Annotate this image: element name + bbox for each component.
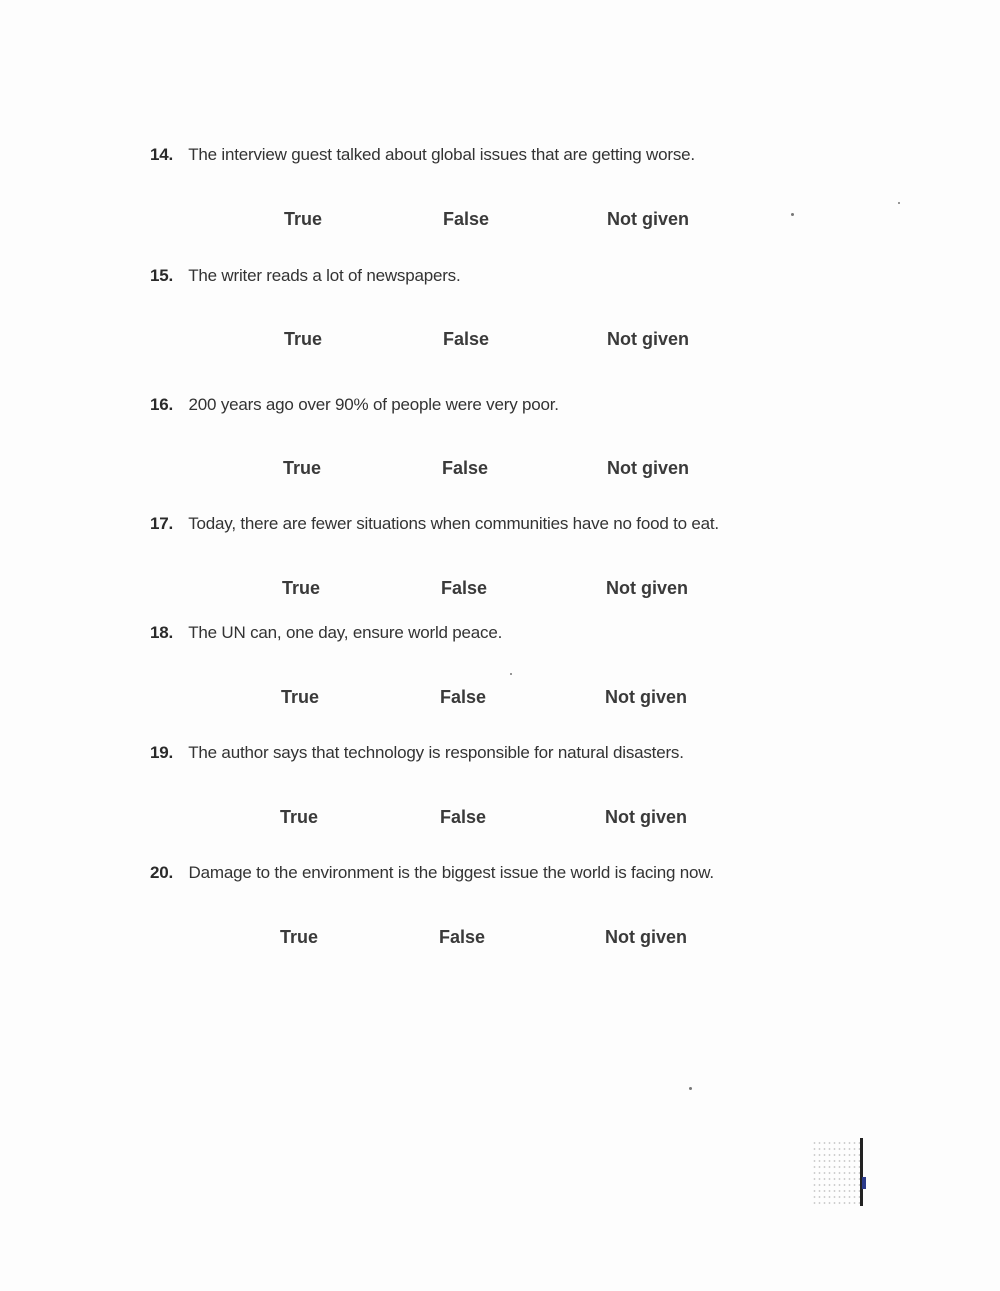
option-false[interactable]: False: [441, 578, 488, 598]
option-true[interactable]: True: [281, 687, 320, 707]
option-true[interactable]: True: [280, 807, 319, 827]
question-16: [150, 394, 850, 416]
option-not-given[interactable]: Not given: [605, 687, 688, 707]
question-14: [150, 144, 850, 166]
question-number: 17.: [150, 514, 174, 533]
scan-speck: [791, 213, 794, 216]
scan-speck: [898, 202, 900, 204]
option-not-given[interactable]: Not given: [605, 927, 688, 947]
answer-options-14: [0, 209, 1000, 233]
scan-edge-mark-accent: [862, 1177, 866, 1189]
question-text: Damage to the environment is the biggest issue the world is facing now.: [188, 863, 714, 882]
answer-options-20: [0, 927, 1000, 951]
option-true[interactable]: True: [282, 578, 321, 598]
question-20: [150, 862, 850, 884]
question-15: [150, 265, 850, 287]
option-true[interactable]: True: [283, 458, 322, 478]
scan-speck: [689, 1087, 692, 1090]
option-not-given[interactable]: Not given: [607, 329, 690, 349]
scan-noise: [812, 1140, 860, 1208]
question-text: The UN can, one day, ensure world peace.: [188, 623, 503, 642]
option-not-given[interactable]: Not given: [607, 209, 690, 229]
option-not-given[interactable]: Not given: [605, 807, 688, 827]
question-number: 14.: [150, 145, 174, 164]
question-19: [150, 742, 850, 764]
answer-options-16: [0, 458, 1000, 482]
answer-options-15: [0, 329, 1000, 353]
question-number: 15.: [150, 266, 174, 285]
option-not-given[interactable]: Not given: [607, 458, 690, 478]
answer-options-18: [0, 687, 1000, 711]
answer-options-19: [0, 807, 1000, 831]
question-number: 19.: [150, 743, 174, 762]
question-text: The author says that technology is responsible for natural disasters.: [188, 743, 684, 762]
question-18: [150, 622, 850, 644]
option-false[interactable]: False: [442, 458, 489, 478]
question-text: Today, there are fewer situations when communities have no food to eat.: [188, 514, 719, 533]
question-text: The interview guest talked about global issues that are getting worse.: [188, 145, 695, 164]
answer-options-17: [0, 578, 1000, 602]
option-not-given[interactable]: Not given: [606, 578, 689, 598]
question-number: 20.: [150, 863, 174, 882]
question-number: 18.: [150, 623, 174, 642]
question-text: The writer reads a lot of newspapers.: [188, 266, 461, 285]
option-true[interactable]: True: [284, 329, 323, 349]
option-false[interactable]: False: [443, 209, 490, 229]
option-false[interactable]: False: [443, 329, 490, 349]
option-true[interactable]: True: [284, 209, 323, 229]
question-number: 16.: [150, 395, 174, 414]
question-text: 200 years ago over 90% of people were very poor.: [188, 395, 559, 414]
option-false[interactable]: False: [440, 807, 487, 827]
scan-edge-mark: [860, 1138, 863, 1206]
option-true[interactable]: True: [280, 927, 319, 947]
option-false[interactable]: False: [440, 687, 487, 707]
question-17: [150, 513, 850, 535]
scan-speck: [510, 673, 512, 675]
option-false[interactable]: False: [439, 927, 486, 947]
